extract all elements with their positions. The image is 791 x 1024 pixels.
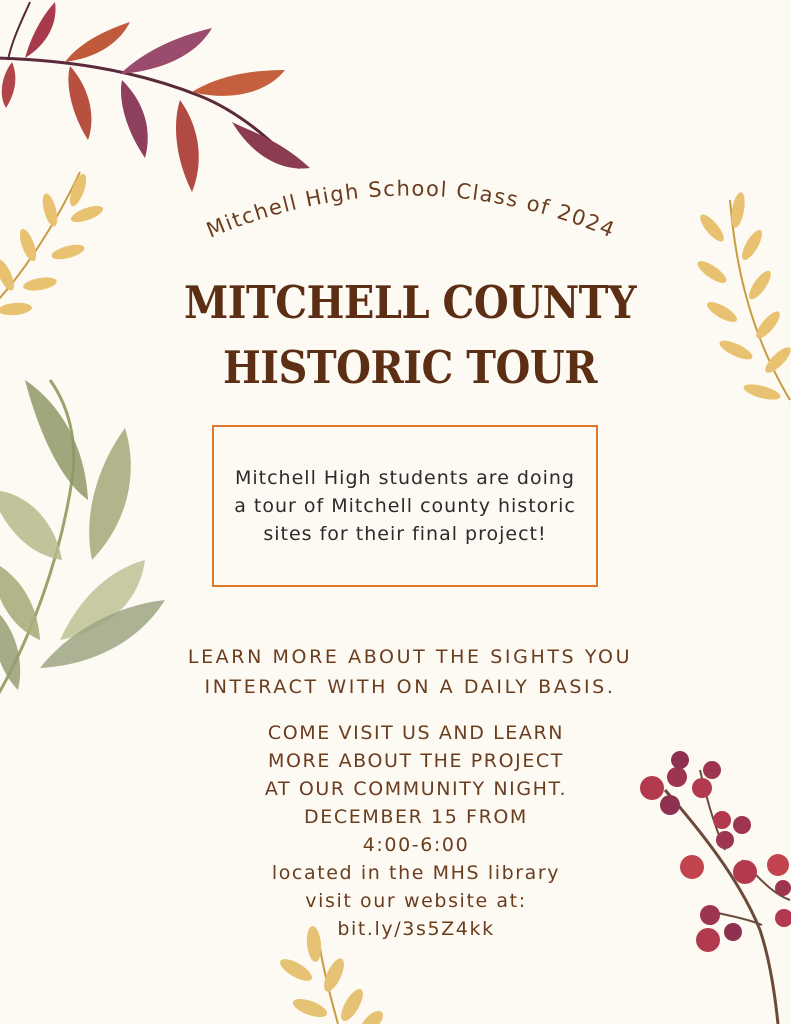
red-berry-branch-icon [640, 751, 791, 1024]
event-time: 4:00-6:00 [362, 834, 470, 856]
event-line-3: AT OUR COMMUNITY NIGHT. [264, 778, 568, 800]
event-date: DECEMBER 15 FROM [304, 806, 528, 828]
event-location: located in the MHS library [271, 862, 561, 884]
page-title [100, 271, 720, 401]
svg-text:Mitchell High School Class of [203, 176, 619, 242]
class-header [0, 0, 791, 300]
class-header-text: Mitchell High School Class of 2024 [203, 176, 619, 243]
intro-box [212, 425, 598, 587]
intro-text: Mitchell High students are doing a tour of Mitchell county historic sites for their final project! [234, 467, 576, 545]
website-link: bit.ly/3s5Z4kk [337, 918, 495, 940]
title-line-1: MITCHELL COUNTY [184, 276, 636, 330]
event-line-2: MORE ABOUT THE PROJECT [267, 750, 565, 772]
event-details [200, 719, 632, 943]
website-label: visit our website at: [305, 890, 527, 912]
title-line-2: HISTORIC TOUR [223, 341, 597, 395]
event-line-1: COME VISIT US AND LEARN [267, 722, 565, 744]
learn-more-text: LEARN MORE ABOUT THE SIGHTS YOU INTERACT WITH ON A DAILY BASIS. [187, 646, 633, 698]
